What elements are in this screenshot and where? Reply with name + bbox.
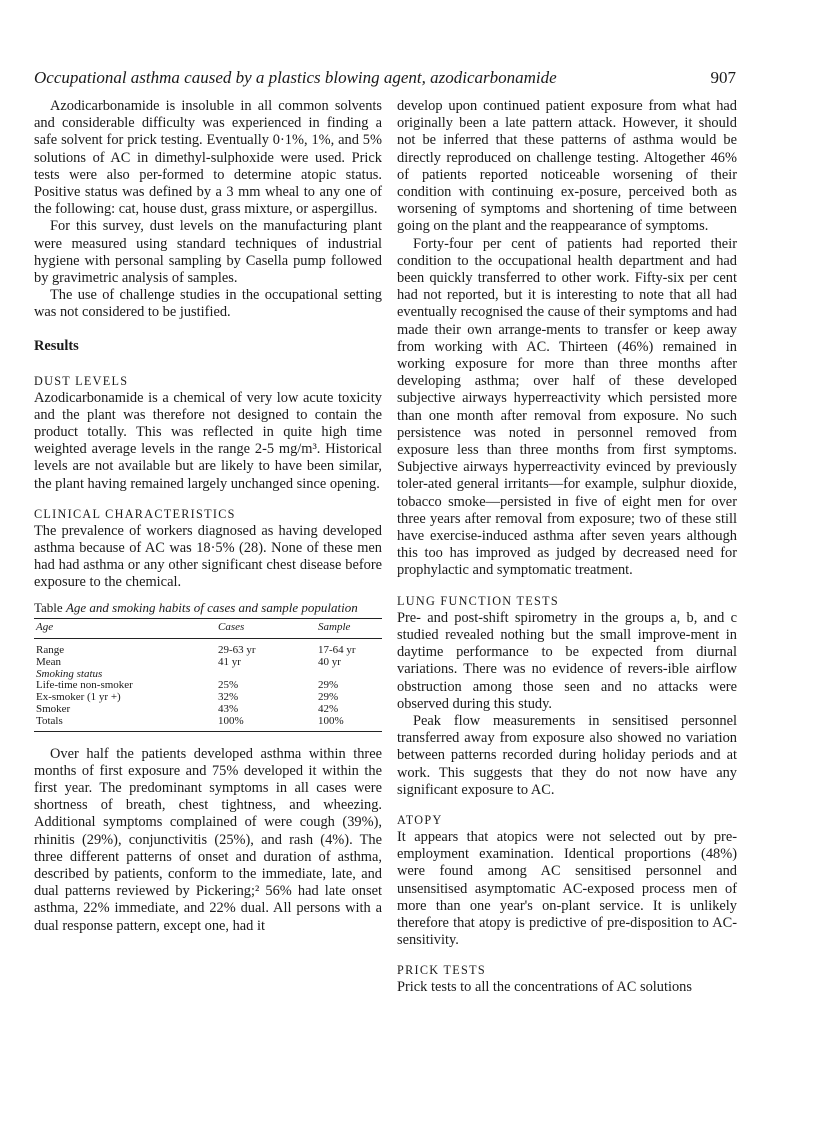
table-cell: Totals bbox=[34, 716, 218, 731]
paragraph-prick-tests: Prick tests to all the concentrations of AC solutions bbox=[397, 979, 692, 996]
table-cell: Ex-smoker (1 yr +) bbox=[36, 691, 121, 704]
results-heading: Results bbox=[34, 337, 79, 354]
paragraph-challenge: The use of challenge studies in the occupational setting was not considered to be justified. bbox=[34, 287, 382, 321]
paragraph-solvent: Azodicarbonamide is insoluble in all common solvents and considerable difficulty was experienced in finding a safe solvent for prick testing. Eventually 0·1%, 1%, and 5% solutions of AC in dimethyl-sulphoxide were used. Prick tests were also per-formed to determine atopic status. Positive status was defined by a 3 mm wheal to any one of the following: cat, house dust, grass mixture, or aspergillus. bbox=[34, 98, 382, 218]
column-header-age: Age bbox=[34, 619, 218, 639]
column-header-sample: Sample bbox=[318, 619, 382, 639]
table-cell: 42% bbox=[318, 702, 339, 715]
lung-function-heading: LUNG FUNCTION TESTS bbox=[397, 593, 559, 608]
right-column bbox=[397, 98, 737, 997]
table-row bbox=[34, 657, 382, 669]
page-number: 907 bbox=[710, 68, 736, 87]
table-subheading: Smoking status bbox=[36, 667, 103, 680]
table-cell: 29% bbox=[318, 679, 339, 692]
table-cell: Mean bbox=[36, 655, 62, 668]
running-header bbox=[34, 68, 736, 92]
table-cell: 17-64 yr bbox=[318, 643, 356, 656]
paragraph-dust-levels: Azodicarbonamide is a chemical of very low acute toxicity and the plant was therefore not designed to contain the product totally. This was reflected in quite high time weighted average levels in the range 2-5 mg/m³. Historical levels are not available but are likely to have been similar, the plant having remained largely unchanged since opening. bbox=[34, 389, 382, 492]
paragraph-spirometry: Pre- and post-shift spirometry in the groups a, b, and c studied revealed nothing but the small improve-ment in daytime performance to be expected from diurnal variations. There was no evidence of revers-ible airflow obstruction among those seen and no attacks were observed during this study. bbox=[397, 609, 737, 712]
paragraph-dust-survey: For this survey, dust levels on the manufacturing plant were measured using standard techniques of industrial hygiene with personal sampling by Casella pump followed by gravimetric analysis of samples. bbox=[34, 218, 382, 287]
table-caption-label: Table bbox=[34, 599, 63, 615]
table-cell: Life-time non-smoker bbox=[36, 679, 133, 692]
column-header-cases: Cases bbox=[218, 619, 318, 639]
table-cell: 25% bbox=[218, 679, 239, 692]
clinical-heading: CLINICAL CHARACTERISTICS bbox=[34, 506, 236, 521]
table-row bbox=[34, 716, 382, 731]
paragraph-continued: develop upon continued patient exposure from what had originally been a late pattern attack. However, it should not be inferred that these patterns of asthma would be directly reproduced on challenge testing. Altogether 46% of patients reported noticeable worsening of their condition with continuing ex-posure, perceived both as worsening of symptoms and shortening of time between going on the plant and the reappearance of symptoms. bbox=[397, 98, 737, 235]
table-cell: 40 yr bbox=[318, 655, 341, 668]
table-cell: 29% bbox=[318, 691, 339, 704]
prick-tests-heading: PRICK TESTS bbox=[397, 963, 486, 978]
paragraph-clinical: The prevalence of workers diagnosed as having developed asthma because of AC was 18·5% (28). None of these men had had asthma or any other significant chest disease before exposure to the chemical. bbox=[34, 522, 382, 591]
running-title: Occupational asthma caused by a plastics blowing agent, azodicarbonamide bbox=[34, 68, 557, 87]
paragraph-peak-flow: Peak flow measurements in sensitised personnel transferred away from exposure also showed no variation between patterns recorded during holiday periods and at work. This suggests that they do not now have any significant exposure to AC. bbox=[397, 712, 737, 798]
paragraph-reporting: Forty-four per cent of patients had reported their condition to the occupational health department and had been quickly transferred to other work. Fifty-six per cent had not reported, but it is interesting to note that all had eventually recognised the cause of their symptoms and had made their own arrange-ments to transfer or keep away from working with AC. Thirteen (46%) remained in working exposure for more than three months after developing asthma; over half of these developed subjective airways hyperreactivity which persisted more than one month after removal from exposure. No such persistence was noted in personnel removed from exposure less than three months from first symptoms. Subjective airways hyperreactivity evinced by previously toler-ated general irritants—for example, sulphur dioxide, tobacco smoke—persisted in five of eight men for over three years after removal from exposure; two of these still have exercise-induced asthma after seven years although this too has improved as judged by decreased need for prophylactic and symptomatic treatment. bbox=[397, 235, 737, 579]
paragraph-onset: Over half the patients developed asthma within three months of first exposure and 75% developed it within the first year. The predominant symptoms in all cases were shortness of breath, chest tightness, and wheezing. Additional symptoms complained of were cough (39%), rhinitis (29%), conjunctivitis (25%), and rash (4%). The three different patterns of onset and duration of asthma, described by patients, conform to the immediate, late, and dual patterns reviewed by Pickering;² 56% had late onset asthma, 22% immediate, and 22% dual. All persons with a dual response pattern, except one, had it bbox=[34, 745, 382, 934]
table-cell: 100% bbox=[218, 716, 318, 731]
table-caption-text: Age and smoking habits of cases and sample population bbox=[65, 599, 358, 615]
age-smoking-table bbox=[34, 618, 382, 731]
table-cell: Range bbox=[36, 643, 65, 656]
atopy-heading: ATOPY bbox=[397, 812, 443, 827]
paragraph-atopy: It appears that atopics were not selected out by pre-employment examination. Identical proportions (48%) were found among AC sensitised personnel and unsensitised asymptomatic AC-exposed process men of more than one year's on-plant service. It is unlikely therefore that atopy is predictive of pre-disposition to AC-sensitivity. bbox=[397, 828, 737, 949]
dust-levels-heading: DUST LEVELS bbox=[34, 373, 129, 388]
table-cell: 100% bbox=[318, 716, 382, 731]
table-header-row bbox=[34, 619, 382, 639]
table-cell: 41 yr bbox=[218, 655, 241, 668]
left-column bbox=[34, 98, 382, 935]
table-cell: 29-63 yr bbox=[218, 643, 256, 656]
table-cell: 43% bbox=[218, 702, 239, 715]
table-row bbox=[34, 638, 382, 656]
table-cell: 32% bbox=[218, 691, 239, 704]
table-caption bbox=[34, 600, 382, 616]
table-cell: Smoker bbox=[36, 702, 71, 715]
table-row bbox=[34, 704, 382, 716]
